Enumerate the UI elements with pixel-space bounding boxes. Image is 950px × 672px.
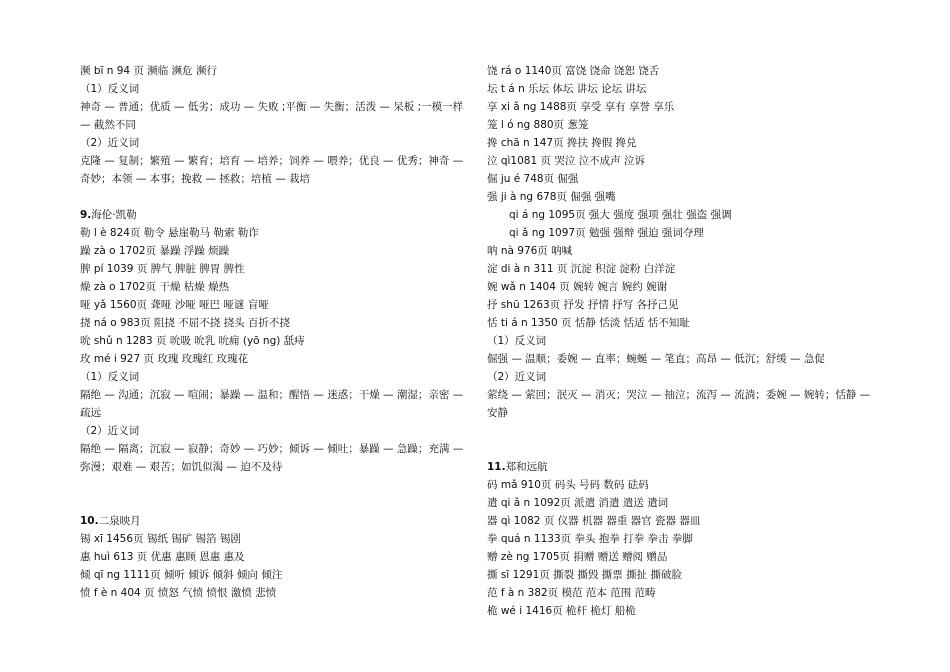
text-line: qi ǎ ng 1097页 勉强 强辩 强迫 强词夺理 <box>509 227 704 239</box>
text-line: 倾 qī ng 1111页 倾听 倾诉 倾斜 倾向 倾注 <box>80 569 283 581</box>
text-line: 脾 pí 1039 页 脾气 脾脏 脾胃 脾性 <box>80 263 245 275</box>
text-line: 躁 zà o 1702页 暴躁 浮躁 烦躁 <box>80 245 230 257</box>
text-line: 隔绝 — 隔离；沉寂 — 寂静；奇妙 — 巧妙；倾诉 — 倾吐；暴躁 — 急躁；充满 — <box>80 443 464 455</box>
text-line: 挠 ná o 983页 阻挠 不屈不挠 挠头 百折不挠 <box>80 317 290 329</box>
text-line: 撕 sī 1291页 撕裂 撕毁 撕票 撕扯 撕破脸 <box>487 569 682 581</box>
text-line: — 截然不同 <box>80 119 136 131</box>
text-line: 婉 wǎ n 1404 页 婉转 婉言 婉约 婉谢 <box>487 281 668 293</box>
text-line: 勒 l è 824页 勒令 悬崖勒马 勒索 勒诈 <box>80 227 259 239</box>
text-line: （1）反义词 <box>80 83 140 95</box>
text-line: 呐 nà 976页 呐喊 <box>487 245 573 257</box>
spacer <box>487 422 867 458</box>
text-line: 器 qì 1082 页 仪器 机器 器重 器官 瓷器 器皿 <box>487 515 701 527</box>
text-line: （2）近义词 <box>80 425 140 437</box>
lesson-title: 二泉映月 <box>98 515 141 527</box>
text-line: 淀 di à n 311 页 沉淀 积淀 淀粉 白洋淀 <box>487 263 676 275</box>
lesson-heading <box>487 458 867 476</box>
text-line: 泣 qì1081 页 哭泣 泣不成声 泣诉 <box>487 155 645 167</box>
text-line: 坛 t á n 乐坛 体坛 讲坛 论坛 讲坛 <box>487 83 647 95</box>
spacer <box>80 476 460 512</box>
text-line: 克隆 — 复制；繁殖 — 繁育；培育 — 培养；饲养 — 喂养；优良 — 优秀；神奇 — <box>80 155 464 167</box>
text-line: 燥 zà o 1702页 干燥 枯燥 燥热 <box>80 281 230 293</box>
text-line: 奇妙；本领 — 本事；挽救 — 拯救；培植 — 栽培 <box>80 173 311 185</box>
lesson-title: 郑和远航 <box>505 461 548 473</box>
text-line: 吮 shǔ n 1283 页 吮吸 吮乳 吮痈 (yō ng) 舐痔 <box>80 335 305 347</box>
text-line: 范 f à n 382页 模范 范本 范围 范畴 <box>487 587 656 599</box>
lesson-heading <box>80 512 460 530</box>
text-line: 惠 huì 613 页 优惠 惠顾 恩惠 惠及 <box>80 551 245 563</box>
text-line: （2）近义词 <box>80 137 140 149</box>
text-line: 濒 bī n 94 页 濒临 濒危 濒行 <box>80 65 217 77</box>
text-line: 隔绝 — 沟通；沉寂 — 喧闹；暴躁 — 温和；醒悟 — 迷惑；干燥 — 潮湿；亲密 — <box>80 389 464 401</box>
lesson-title: 海伦·凯勒 <box>91 209 137 221</box>
text-line: （2）近义词 <box>487 371 547 383</box>
left-column <box>80 62 464 602</box>
lesson-number: 10. <box>80 515 99 527</box>
text-line: 饶 rá o 1140页 富饶 饶命 饶恕 饶舌 <box>487 65 660 77</box>
right-column <box>487 62 871 620</box>
text-line: 倔强 — 温顺；委婉 — 直率；蜿蜒 — 笔直；高昂 — 低沉；舒缓 — 急促 <box>487 353 825 365</box>
text-line: qi á ng 1095页 强大 强度 强项 强壮 强盗 强调 <box>509 209 732 221</box>
text-line: 搀 chā n 147页 搀扶 搀假 搀兑 <box>487 137 637 149</box>
text-line: 恬 ti á n 1350 页 恬静 恬淡 恬适 恬不知耻 <box>487 317 690 329</box>
spacer <box>80 188 460 206</box>
text-line: 强 ji à ng 678页 倔强 强嘴 <box>487 191 616 203</box>
text-line: 玫 mé i 927 页 玫瑰 玫瑰红 玫瑰花 <box>80 353 249 365</box>
text-line: 码 mǎ 910页 码头 号码 数码 砝码 <box>487 479 649 491</box>
text-line: （1）反义词 <box>487 335 547 347</box>
text-line: （1）反义词 <box>80 371 140 383</box>
text-line: 桅 wé i 1416页 桅杆 桅灯 船桅 <box>487 605 636 617</box>
text-line: 拳 quá n 1133页 拳头 抱拳 打拳 拳击 拳脚 <box>487 533 693 545</box>
text-line: 神奇 — 普通；优质 — 低劣；成功 — 失败 ;平衡 — 失衡；活泼 — 呆板 ;一模一样 <box>80 101 464 113</box>
text-line: 愤 f è n 404 页 愤怒 气愤 愤恨 激愤 悲愤 <box>80 587 277 599</box>
text-line: 赠 zè ng 1705页 捐赠 赠送 赠阅 赠品 <box>487 551 668 563</box>
text-line: 抒 shū 1263页 抒发 抒情 抒写 各抒己见 <box>487 299 679 311</box>
text-line: 锡 xī 1456页 锡纸 锡矿 锡箔 锡剧 <box>80 533 241 545</box>
text-line: 弥漫；艰难 — 艰苦；如饥似渴 — 迫不及待 <box>80 461 283 473</box>
text-line: 疏远 <box>80 407 101 419</box>
text-line: 遣 qi ǎ n 1092页 派遣 消遣 遣送 遣词 <box>487 497 669 509</box>
lesson-heading <box>80 206 460 224</box>
text-line: 笼 l ó ng 880页 葱笼 <box>487 119 589 131</box>
text-line: 萦绕 — 萦回；泯灭 — 消灭；哭泣 — 抽泣；流泻 — 流淌；委婉 — 婉转；恬静 — <box>487 389 871 401</box>
lesson-number: 11. <box>487 461 506 473</box>
text-line: 倔 ju é 748页 倔强 <box>487 173 579 185</box>
lesson-number: 9. <box>80 209 92 221</box>
text-line: 哑 yǎ 1560页 聋哑 沙哑 哑巴 哑谜 盲哑 <box>80 299 269 311</box>
text-line: 安静 <box>487 407 508 419</box>
text-line: 享 xi ǎ ng 1488页 享受 享有 享誉 享乐 <box>487 101 675 113</box>
